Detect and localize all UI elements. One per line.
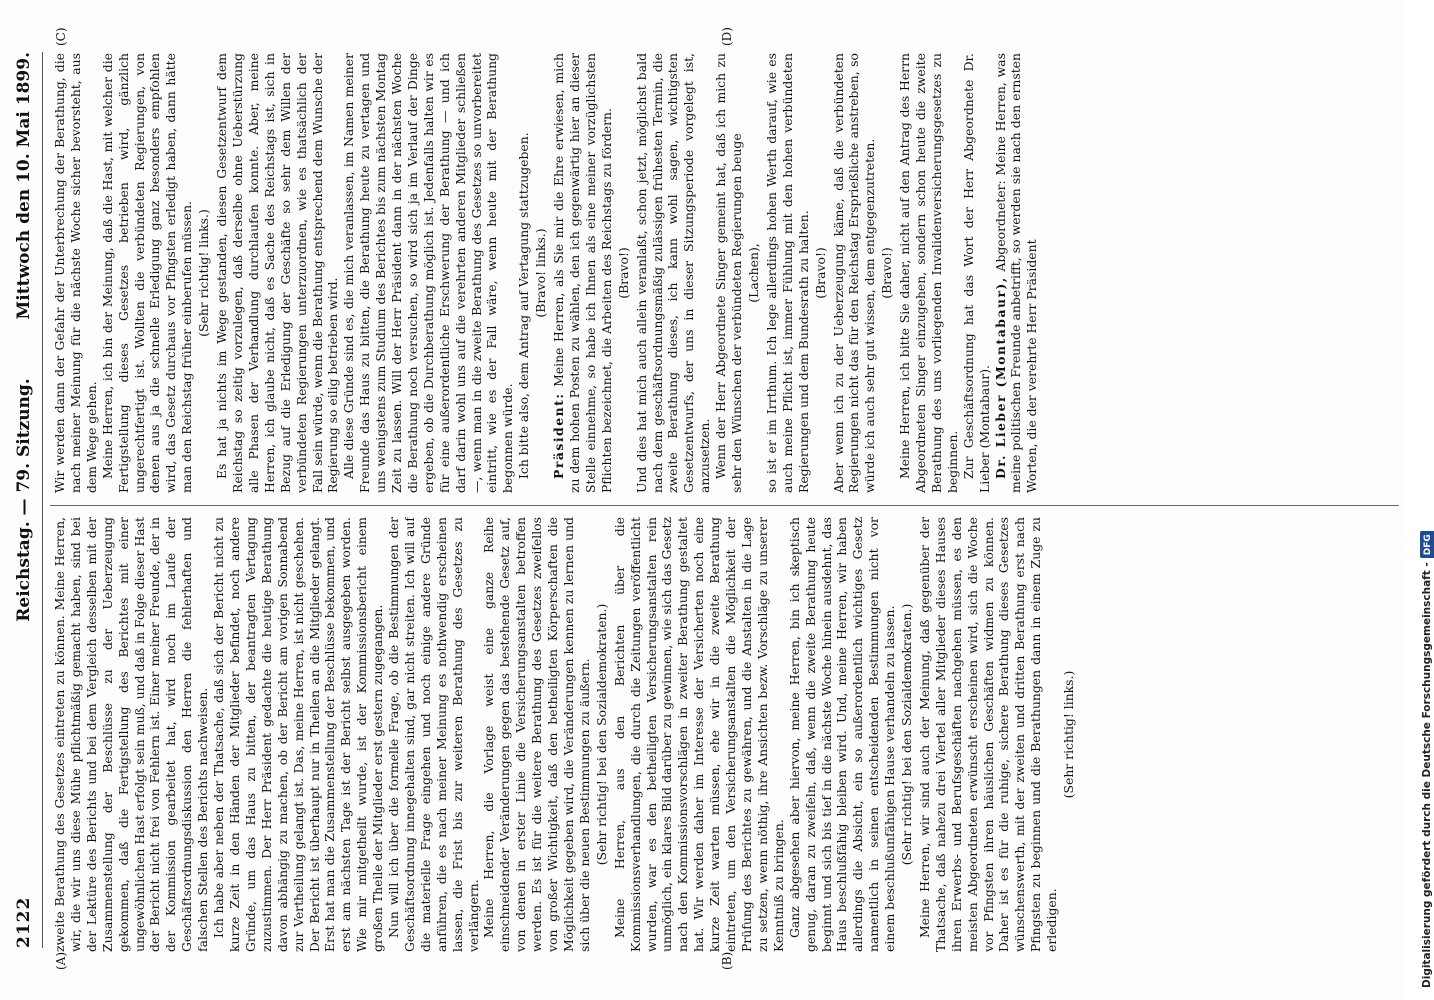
right-text-column	[52, 53, 1399, 493]
text-paragraph: Meine Herren, ich bin der Meinung, daß die Hast, mit welcher die Fertigstellung dieses Gesetzes betrieben wird, gänzlich ungerechtfertigt ist. Wollten die verbündeten Regierungen, von denen aus ja die schnelle Erledigung ganz besonders empfohlen wird, das Gesetz durchaus vor Pfingsten erledigt haben, dann hätte man den Reichstag früher einberufen müssen.	[99, 53, 195, 493]
stage-direction: (Bravo!)	[879, 247, 895, 299]
text-paragraph: Nun will ich über die formelle Frage, ob die Bestimmungen der Geschäftsordnung innegehalten sind, gar nicht streiten. Ich will auf die materielle Frage eingehen und noch einige andere Gründe anführen, die es nach meiner Meinung es nothwendig erscheinen lassen, die Frist bis zur weiteren Berathung des Gesetzes zu verlängern.	[386, 517, 481, 952]
column-divider	[50, 505, 1399, 506]
margin-mark-b: (B)	[720, 951, 734, 970]
text-paragraph: Ich habe aber neben der Thatsache, daß sich der Bericht nicht zu kurze Zeit in den Händen der Mitglieder befindet, noch andere Gründe, um das Haus zu bitten, der beantragten Vertagung zuzustimmen. Der Herr Präsident gedachte die heutige Berathung davon abhängig zu machen, ob der Bericht am vorigen Sonnabend zur Vertheilung gelangt ist. Das, meine Herren, ist nicht geschehen. Der Bericht ist überhaupt nur in Theilen an die Mitglieder gelangt. Erst hat man die Zusammenstellung der Beschlüsse bekommen, und erst am nächsten Tage ist der Bericht selbst ausgegeben worden. Wie mir mitgetheilt wurde, ist der Kommissionsbericht einem großen Theile der Mitglieder erst gestern zugegangen.	[211, 517, 386, 952]
margin-mark-c: (C)	[54, 27, 68, 46]
text-paragraph: Meine Herren, die Vorlage weist eine ganze Reihe einschneidender Veränderungen gegen das bestehende Gesetz auf, von denen in erster Linie die Versicherungsanstalten betroffen werden. Es ist für die weitere Berathung des Gesetzes zweifellos von großer Wichtigkeit, daß den betheiligten Körperschaften die Möglichkeit gegeben wird, die Veränderungen kennen zu lernen und sich über die neuen Bestimmungen zu äußern.	[481, 517, 592, 952]
text-paragraph: Ich bitte also, dem Antrag auf Vertagung stattzugeben.	[516, 132, 532, 479]
stage-direction: (Sehr richtig! bei den Sozialdemokraten.)	[593, 603, 609, 866]
stage-direction: (Bravo!)	[812, 247, 828, 299]
text-paragraph: Alle diese Gründe sind es, die mich veranlassen, im Namen meiner Freunde das Haus zu bitten, die Berathung heute zu vertagen und uns wenigstens zum Studium des Berichtes bis zum nächsten Montag Zeit zu lassen. Will der Herr Präsident dann in der nächsten Woche die Berathung noch versuchen, so wird sich ja im Verlauf der Dinge ergeben, ob die Durchberathung möglich ist. Jedenfalls halten wir es für eine außerordentliche Erschwerung der Berathung — und ich darf darin wohl uns auf die verehrten anderen Mitglieder schließen —, wenn man in die zweite Berathung des Gesetzes so unvorbereitet eintritt, wie es der Fall wäre, wenn heute mit der Berathung begonnen würde.	[341, 53, 516, 493]
text-paragraph: Wir werden dann der Gefahr der Unterbrechung der Berathung, die nach meiner Meinung für die nächste Woche sicher bevorsteht, aus dem Wege gehen.	[52, 53, 99, 493]
text-paragraph: Ganz abgesehen aber hiervon, meine Herren, bin ich skeptisch genug, daran zu zweifeln, daß, wenn die zweite Berathung heute beginnt und sich bis tief in die nächste Woche hinein ausdehnt, das Haus beschlußfähig bleiben wird. Und, meine Herren, wir haben allerdings die Absicht, ein so außerordentlich wichtiges Gesetz namentlich in seinen entscheidenden Bestimmungen nicht vor einem beschlußunfähigen Hause verhandeln zu lassen.	[786, 517, 898, 952]
text-paragraph: so ist er im Irrthum. Ich lege allerdings hohen Werth darauf, wie es auch meine Pflicht ist, immer Fühlung mit den hohen verbündeten Regierungen und dem Bundesrath zu halten.	[763, 53, 811, 493]
text-paragraph: Es hat ja nichts im Wege gestanden, diesen Gesetzentwurf dem Reichstag so zeitig vorzulegen, daß derselbe ohne Ueberstürzung alle Phasen der Verhandlung durchlaufen konnte. Aber, meine Herren, ich glaube nicht, daß es Sache des Reichstags ist, sich in Bezug auf die Erledigung der Geschäfte so sehr dem Willen der verbündeten Regierungen unterzuordnen, wie es thatsächlich der Fall sein würde, wenn die Berathung entsprechend dem Wunsche der Regierung so eilig betrieben wird.	[214, 53, 341, 493]
speaker-name: Dr. Lieber (Montabaur),	[992, 276, 1008, 479]
text-paragraph: Wenn der Herr Abgeordnete Singer gemeint hat, daß ich mich zu sehr den Wünschen der verbündeten Regierungen beuge	[713, 53, 745, 493]
text-paragraph: Meine Herren, wir sind auch der Meinung, daß gegenüber der Thatsache, daß nahezu drei Viertel aller Mitglieder dieses Hauses ihren Erwerbs- und Berufsgeschäften nachgehen müssen, es den meisten Abgeordneten erwünscht erscheinen wird, sich die Woche vor Pfingsten ihren häuslichen Geschäften widmen zu können. Daher ist es für die ruhige, sichere Berathung dieses Gesetzes wünschenswerth, mit der zweiten und dritten Berathung erst nach Pfingsten zu beginnen und die Berathungen dann in einem Zuge zu erledigen.	[916, 517, 1060, 952]
page-header	[10, 52, 43, 948]
margin-mark-d: (D)	[720, 27, 734, 46]
page-title: Reichstag. — 79. Sitzung.	[14, 378, 34, 622]
text-paragraph: Aber wenn ich zu der Ueberzeugung käme, daß die verbündeten Regierungen nicht das für den Reichstag Ersprießliche anstreben, so würde ich auch sehr gut wissen, dem entgegenzutreten.	[830, 53, 878, 493]
margin-mark-a: (A)	[54, 951, 68, 970]
speaker-paragraph	[551, 53, 615, 493]
text-paragraph: Meine Herren, aus den Berichten über die Kommissionsverhandlungen, die durch die Zeitungen veröffentlicht wurden, war es den betheiligten Versicherungsanstalten rein unmöglich, ein klares Bild darüber zu gewinnen, wie sich das Gesetz nach den Kommissionsvorschlägen in zweiter Berathung gestaltet hat. Wir werden daher im Interesse der Versicherten noch eine kurze Zeit warten müssen, ehe wir in die zweite Berathung eintreten, um den Versicherungsanstalten die Möglichkeit der Prüfung des Berichtes zu gewähren, und die Anstalten in die Lage zu setzen, wenn nöthig, ihre Ansichten bezw. Vorschläge zu unserer Kenntniß zu bringen.	[611, 517, 786, 952]
stage-direction: (Sehr richtig! bei den Sozialdemokraten.)	[899, 603, 915, 866]
speech-text: Abgeordneter: Meine Herren, was meine politischen Freunde anbetrifft, so werden sie nach den ernsten Worten, die der verehrte Herr Präsident	[992, 53, 1040, 493]
stage-direction: (Sehr richtig! links.)	[196, 209, 212, 337]
digitization-stamp	[1417, 8, 1434, 992]
stage-direction: (Sehr richtig! links.)	[1061, 670, 1077, 799]
stage-direction: (Lachen),	[745, 243, 761, 303]
page-number: 2122	[14, 896, 34, 948]
speech-text: Meine Herren, als Sie mir die Ehre erwiesen, mich zu dem hohen Posten zu wählen, den ich gegenwärtig hier an dieser Stelle einnehme, so habe ich Ihnen als eine meiner vorzüglichsten Pflichten bezeichnet, die Arbeiten des Reichstags zu fördern.	[551, 53, 614, 493]
stamp-text: Digitalisierung gefördert durch die Deutsche Forschungsgemeinschaft -	[1421, 562, 1433, 988]
speaker-paragraph	[993, 53, 1041, 493]
text-paragraph: zweite Berathung des Gesetzes eintreten zu können. Meine Herren, wir, die wir uns diese Mühe pflichtmäßig gemacht haben, sind bei der Lektüre des Berichts und bei dem Vergleich desselben mit der Zusammenstellung der Beschlüsse zu der Ueberzeugung gekommen, daß die Fertigstellung des Berichtes mit einer ungewöhnlichen Hast erfolgt sein muß, und daß in Folge dieser Hast der Bericht nicht frei von Fehlern ist. Einer meiner Freunde, der in der Kommission gearbeitet hat, wird noch im Laufe der Geschäftsordnungsdiskussion den Herren die fehlerhaften und falschen Stellen des Berichts nachweisen.	[52, 517, 211, 952]
text-paragraph: Und dies hat mich auch allein veranlaßt, schon jetzt, möglichst bald nach dem geschäftsordnungsmäßig zulässigen frühesten Termin, die zweite Berathung dieses, ich kann wohl sagen, wichtigsten Gesetzentwurfs, der uns in dieser Sitzungsperiode vorgelegt ist, anzusetzen.	[633, 53, 713, 493]
stage-direction: (Bravo!)	[615, 247, 631, 299]
text-paragraph: Zur Geschäftsordnung hat das Wort der Herr Abgeordnete Dr. Lieber (Montabaur).	[960, 53, 992, 493]
speaker-name: Präsident:	[551, 392, 567, 479]
left-text-column	[52, 517, 1399, 952]
text-paragraph: Meine Herren, ich bitte Sie daher, nicht auf den Antrag des Herrn Abgeordneten Singer einzugehen, sondern schon heute die zweite Berathung des uns vorliegenden Invalidenversicherungsgesetzes zu beginnen.	[897, 53, 960, 493]
stage-direction: (Bravo! links.)	[533, 228, 549, 318]
session-date: Mittwoch den 10. Mai 1899.	[14, 52, 34, 320]
dfg-logo: DFG	[1420, 531, 1434, 558]
